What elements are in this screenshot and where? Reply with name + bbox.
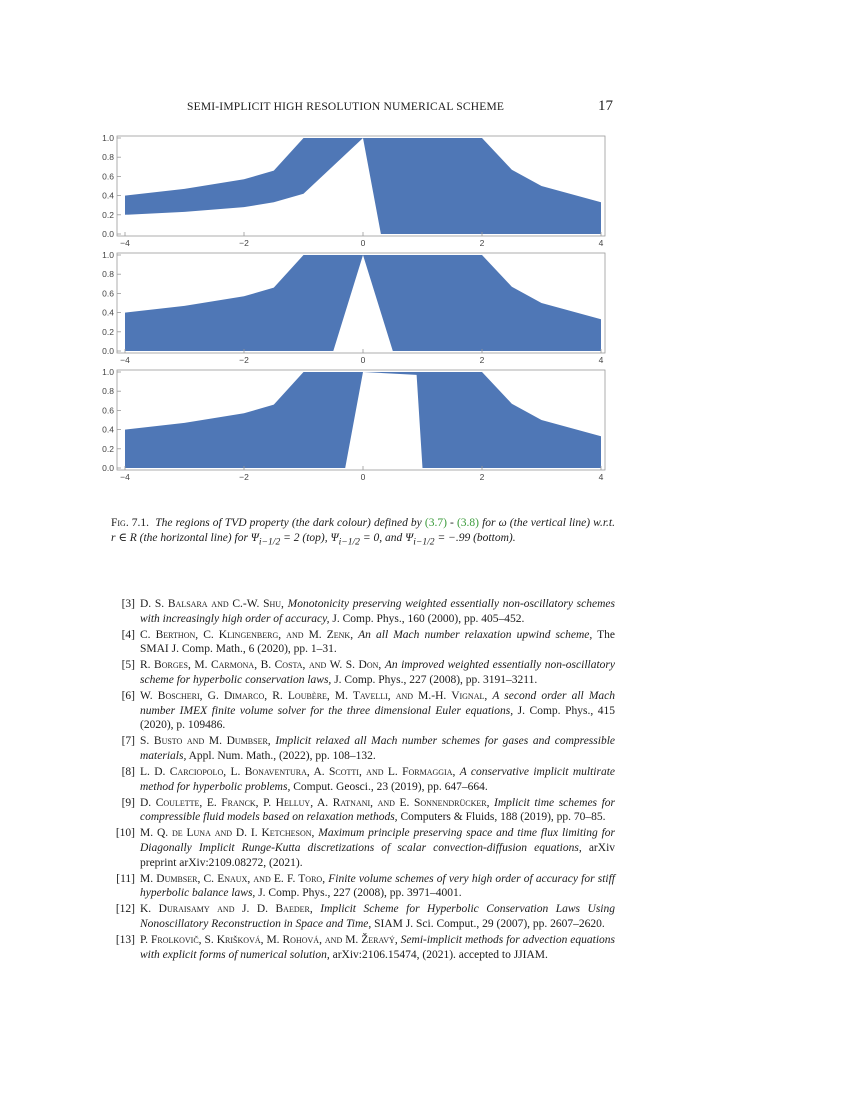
y-tick-label: 0.8 [102,269,114,280]
reference-item [105,902,615,931]
reference-authors: M. Dumbser, C. Enaux, and E. F. Toro, [140,872,326,885]
tvd-region [363,372,601,468]
reference-item [105,734,615,763]
equation-link-3-7[interactable]: (3.7) [424,517,447,529]
reference-item [105,658,615,687]
reference-authors: M. Q. de Luna and D. I. Ketcheson, [140,827,315,840]
reference-authors: W. Boscheri, G. Dimarco, R. Loubère, M. Tavelli, and M.-H. Vignal, [140,690,488,703]
tvd-region [125,138,363,215]
x-tick-label: 2 [479,355,485,365]
reference-authors: D. Coulette, E. Franck, P. Helluy, A. Ratnani, and E. Sonnendrücker, [140,796,490,809]
reference-item [105,872,615,901]
reference-authors: C. Berthon, C. Klingenberg, and M. Zenk, [140,628,354,641]
y-tick-label: 1.0 [102,367,114,377]
reference-item [105,826,615,870]
reference-title: Finite volume schemes of very high order of accuracy for stiff hyperbolic balance laws, [140,872,615,900]
y-tick-label: 0.8 [102,386,114,397]
x-tick-label: 4 [598,238,604,248]
reference-title: Maximum principle preserving space and time flux limiting for Diagonally Implicit Runge-Kutta discretizations of scalar convection-diffusion equations, [140,827,616,854]
reference-venue: Appl. Num. Math., (2022), pp. 108–132. [188,749,376,762]
figure-7-1 [90,128,620,488]
references-list [105,597,615,964]
x-tick-label: −2 [239,472,249,482]
reference-title: Implicit relaxed all Mach number schemes for gases and compressible materials, [140,735,615,762]
x-tick-label: −4 [120,472,130,482]
reference-number: [10] [115,827,135,840]
reference-item [105,628,615,657]
y-tick-label: 0.6 [102,171,114,182]
x-tick-label: −4 [120,355,130,365]
tvd-region [125,372,363,468]
y-tick-label: 0.2 [102,209,114,220]
x-tick-label: 0 [360,472,366,482]
reference-venue: J. Comp. Phys., 160 (2000), pp. 405–452. [332,612,525,625]
reference-authors: P. Frolkovič, S. Krišková, M. Rohová, and M. Žeravý, [140,934,398,947]
reference-authors: K. Duraisamy and J. D. Baeder, [140,903,313,916]
y-tick-label: 0.2 [102,443,114,454]
reference-venue: SIAM J. Sci. Comput., 29 (2007), pp. 2607–2620. [374,917,605,930]
running-head [0,100,850,120]
reference-title: An improved weighted essentially non-oscillatory scheme for hyperbolic conservation laws, [140,659,615,686]
running-title: SEMI-IMPLICIT HIGH RESOLUTION NUMERICAL SCHEME [187,101,505,113]
reference-venue: Computers & Fluids, 188 (2019), pp. 70–85. [400,811,606,824]
reference-venue: Comput. Geosci., 23 (2019), pp. 647–664. [293,780,488,793]
x-tick-label: 0 [360,238,366,248]
reference-item [105,689,615,733]
reference-title: A second order all Mach number IMEX finite volume solver for the three dimensional Euler equations, [140,690,616,717]
reference-number: [5] [121,659,135,672]
reference-title: A conservative implicit multirate method for hyperbolic problems, [140,766,616,793]
reference-number: [13] [115,934,135,947]
reference-venue: J. Comp. Phys., 415 (2020), p. 109486. [140,704,616,732]
reference-item [105,933,615,962]
reference-title: Semi-implicit methods for advection equations with explicit forms of numerical solution, [140,934,616,961]
reference-number: [12] [115,903,135,916]
x-tick-label: −4 [120,238,130,248]
reference-number: [9] [121,796,135,809]
y-tick-label: 0.2 [102,326,114,337]
figure-label: Fig. 7.1. [111,517,150,529]
reference-title: Implicit Scheme for Hyperbolic Conservation Laws Using Nonoscillatory Reconstruction in Space and Time, [140,903,616,930]
x-tick-label: −2 [239,238,249,248]
reference-number: [4] [121,628,135,641]
x-tick-label: 0 [360,355,366,365]
reference-number: [7] [121,735,135,748]
tvd-region-plots [90,128,620,488]
y-tick-label: 1.0 [102,250,114,260]
x-tick-label: 4 [598,355,604,365]
y-tick-label: 0.6 [102,405,114,416]
plot-panel-middle [102,250,605,365]
x-tick-label: 4 [598,472,604,482]
reference-authors: R. Borges, M. Carmona, B. Costa, and W. S. Don, [140,659,382,672]
reference-number: [3] [121,598,135,610]
reference-item [105,796,615,825]
y-tick-label: 0.6 [102,288,114,299]
reference-venue: J. Comp. Phys., 227 (2008), pp. 3971–4001. [258,887,462,900]
reference-number: [8] [121,766,135,779]
reference-authors: D. S. Balsara and C.-W. Shu, [140,598,284,610]
plot-panel-bottom [102,367,605,482]
y-tick-label: 0.0 [102,463,114,473]
y-tick-label: 1.0 [102,133,114,143]
tvd-region [363,138,601,234]
reference-item [105,597,615,626]
reference-title: Implicit time schemes for compressible fluid models based on relaxation methods, [140,796,615,824]
reference-title: An all Mach number relaxation upwind scheme, [358,628,593,641]
page-number: 17 [598,98,613,114]
reference-venue: arXiv preprint arXiv:2109.08272, (2021). [140,842,616,869]
y-tick-label: 0.4 [102,307,114,318]
reference-authors: S. Busto and M. Dumbser, [140,735,271,748]
reference-authors: L. D. Carciopolo, L. Bonaventura, A. Scotti, and L. Formaggia, [140,766,456,779]
x-tick-label: 2 [479,472,485,482]
tvd-region [125,255,363,351]
reference-venue: J. Comp. Phys., 227 (2008), pp. 3191–3211. [334,673,538,686]
tvd-region [363,255,601,351]
figure-caption [111,516,615,549]
reference-venue: arXiv:2106.15474, (2021). accepted to JJIAM. [332,948,548,961]
y-tick-label: 0.0 [102,346,114,356]
reference-item [105,765,615,794]
reference-venue: The SMAI J. Comp. Math., 6 (2020), pp. 1–31. [140,628,616,656]
y-tick-label: 0.4 [102,190,114,201]
reference-number: [6] [121,690,135,703]
plot-panel-top [102,133,605,248]
y-tick-label: 0.8 [102,152,114,163]
equation-link-3-8[interactable]: (3.8) [456,517,479,529]
x-tick-label: −2 [239,355,249,365]
y-tick-label: 0.4 [102,424,114,435]
reference-title: Monotonicity preserving weighted essentially non-oscillatory schemes with increasingly high order of accuracy, [140,598,615,625]
reference-number: [11] [116,872,135,885]
y-tick-label: 0.0 [102,229,114,239]
caption-text: The regions of TVD property (the dark colour) defined by (3.7) - (3.8) for ω (the vertical line) w.r.t. r ∈ R (the horizontal line) for $\Psi_{i-1/2} = 2$ (top), $\Psi_{i-1/2} = 0$, and $\Psi_{i-1/2} = -.99$ (bottom). [111,517,615,548]
x-tick-label: 2 [479,238,485,248]
